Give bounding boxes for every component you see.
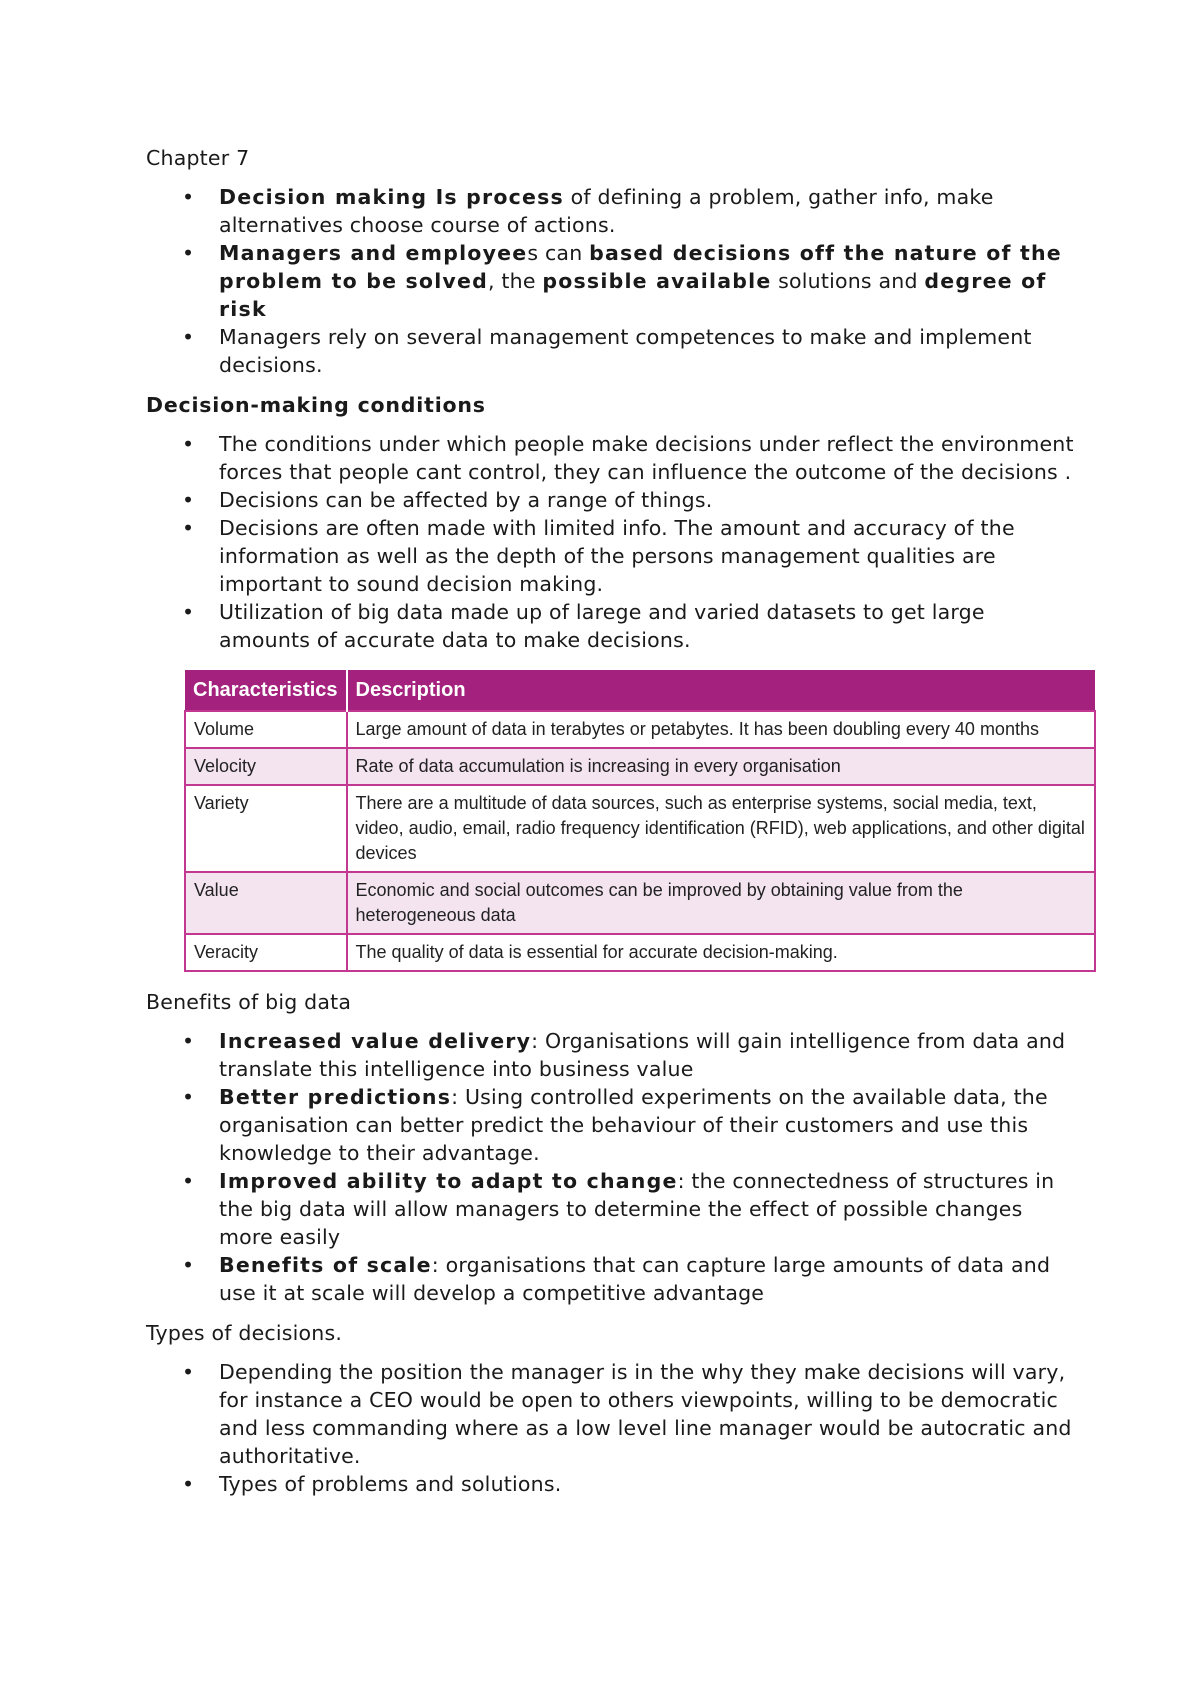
bold-text: possible available <box>542 269 772 293</box>
list-item <box>146 1083 1076 1167</box>
item-text: Types of problems and solutions. <box>219 1472 562 1496</box>
cell-characteristic: Veracity <box>185 934 347 971</box>
intro-list <box>146 183 1076 379</box>
document-body <box>146 144 1085 1510</box>
bold-text: Decision making Is process <box>219 185 564 209</box>
list-item <box>146 323 1076 379</box>
item-text: , the <box>487 269 543 293</box>
list-item <box>146 1027 1076 1083</box>
item-text: Decisions are often made with limited info. The amount and accuracy of the information as well as the depth of the persons management qualities are important to sound decision making. <box>219 516 1015 596</box>
bullet-icon: • <box>182 325 195 349</box>
item-text: : Using controlled experiments on the available data, the organisation can better predict the behaviour of their customers and use this knowledge to their advantage. <box>219 1085 1048 1165</box>
table-row <box>185 785 1095 872</box>
table-row <box>185 711 1095 748</box>
bullet-icon: • <box>182 1472 195 1496</box>
bold-text: Managers and employee <box>219 241 528 265</box>
list-item <box>146 430 1076 486</box>
item-text: Decisions can be affected by a range of things. <box>219 488 713 512</box>
item-text: : organisations that can capture large amounts of data and use it at scale will develop a competitive advantage <box>219 1253 1051 1305</box>
list-item <box>146 1167 1076 1251</box>
bullet-icon: • <box>182 432 195 456</box>
item-text: : Organisations will gain intelligence from data and translate this intelligence into business value <box>219 1029 1066 1081</box>
list-item <box>146 1358 1076 1470</box>
bullet-icon: • <box>182 516 195 540</box>
list-item <box>146 598 1076 654</box>
list-item <box>146 239 1076 323</box>
cell-description: Economic and social outcomes can be improved by obtaining value from the heterogeneous data <box>347 872 1095 934</box>
big-data-table-wrapper <box>184 670 1096 972</box>
cell-description: Large amount of data in terabytes or petabytes. It has been doubling every 40 months <box>347 711 1095 748</box>
bold-text: based decisions off the nature of the problem to be solved <box>219 241 1062 293</box>
bullet-icon: • <box>182 241 195 265</box>
bullet-icon: • <box>182 185 195 209</box>
item-text: The conditions under which people make decisions under reflect the environment forces that people cant control, they can influence the outcome of the decisions . <box>219 432 1074 484</box>
bullet-icon: • <box>182 1085 195 1109</box>
table-row <box>185 748 1095 785</box>
list-item <box>146 1470 1076 1498</box>
conditions-list <box>146 430 1076 654</box>
cell-description: Rate of data accumulation is increasing in every organisation <box>347 748 1095 785</box>
header-characteristics: Characteristics <box>185 670 347 711</box>
list-item <box>146 183 1076 239</box>
cell-characteristic: Variety <box>185 785 347 872</box>
list-item <box>146 486 1076 514</box>
bold-text: Increased value delivery <box>219 1029 532 1053</box>
benefits-list <box>146 1027 1076 1307</box>
bullet-icon: • <box>182 1029 195 1053</box>
cell-characteristic: Volume <box>185 711 347 748</box>
item-text: s can <box>527 241 590 265</box>
chapter-title: Chapter 7 <box>146 146 250 170</box>
list-item <box>146 1251 1076 1307</box>
bullet-icon: • <box>182 1169 195 1193</box>
table-row <box>185 934 1095 971</box>
table-row <box>185 872 1095 934</box>
table-header-row <box>185 670 1095 711</box>
cell-description: There are a multitude of data sources, such as enterprise systems, social media, text, video, audio, email, radio frequency identification (RFID), web applications, and other digital devices <box>347 785 1095 872</box>
item-text: Managers rely on several management competences to make and implement decisions. <box>219 325 1032 377</box>
cell-characteristic: Value <box>185 872 347 934</box>
conditions-heading: Decision-making conditions <box>146 393 486 417</box>
bullet-icon: • <box>182 600 195 624</box>
bullet-icon: • <box>182 1360 195 1384</box>
item-text: solutions and <box>771 269 925 293</box>
item-text: : the connectedness of structures in the big data will allow managers to determine the effect of possible changes more easily <box>219 1169 1055 1249</box>
item-text: of defining a problem, gather info, make alternatives choose course of actions. <box>219 185 994 237</box>
types-heading: Types of decisions. <box>146 1321 343 1345</box>
header-description: Description <box>347 670 1095 711</box>
item-text: Depending the position the manager is in the why they make decisions will vary, for instance a CEO would be open to others viewpoints, willing to be democratic and less commanding where as a low level line manager would be autocratic and authoritative. <box>219 1360 1072 1468</box>
bullet-icon: • <box>182 488 195 512</box>
cell-characteristic: Velocity <box>185 748 347 785</box>
bold-text: Better predictions <box>219 1085 452 1109</box>
cell-description: The quality of data is essential for accurate decision-making. <box>347 934 1095 971</box>
list-item <box>146 514 1076 598</box>
bullet-icon: • <box>182 1253 195 1277</box>
types-list <box>146 1358 1076 1498</box>
bold-text: Benefits of scale <box>219 1253 432 1277</box>
benefits-heading: Benefits of big data <box>146 990 352 1014</box>
item-text: Utilization of big data made up of larege and varied datasets to get large amounts of accurate data to make decisions. <box>219 600 985 652</box>
bold-text: Improved ability to adapt to change <box>219 1169 678 1193</box>
big-data-characteristics-table <box>184 670 1096 972</box>
bold-text: degree of risk <box>219 269 1047 321</box>
